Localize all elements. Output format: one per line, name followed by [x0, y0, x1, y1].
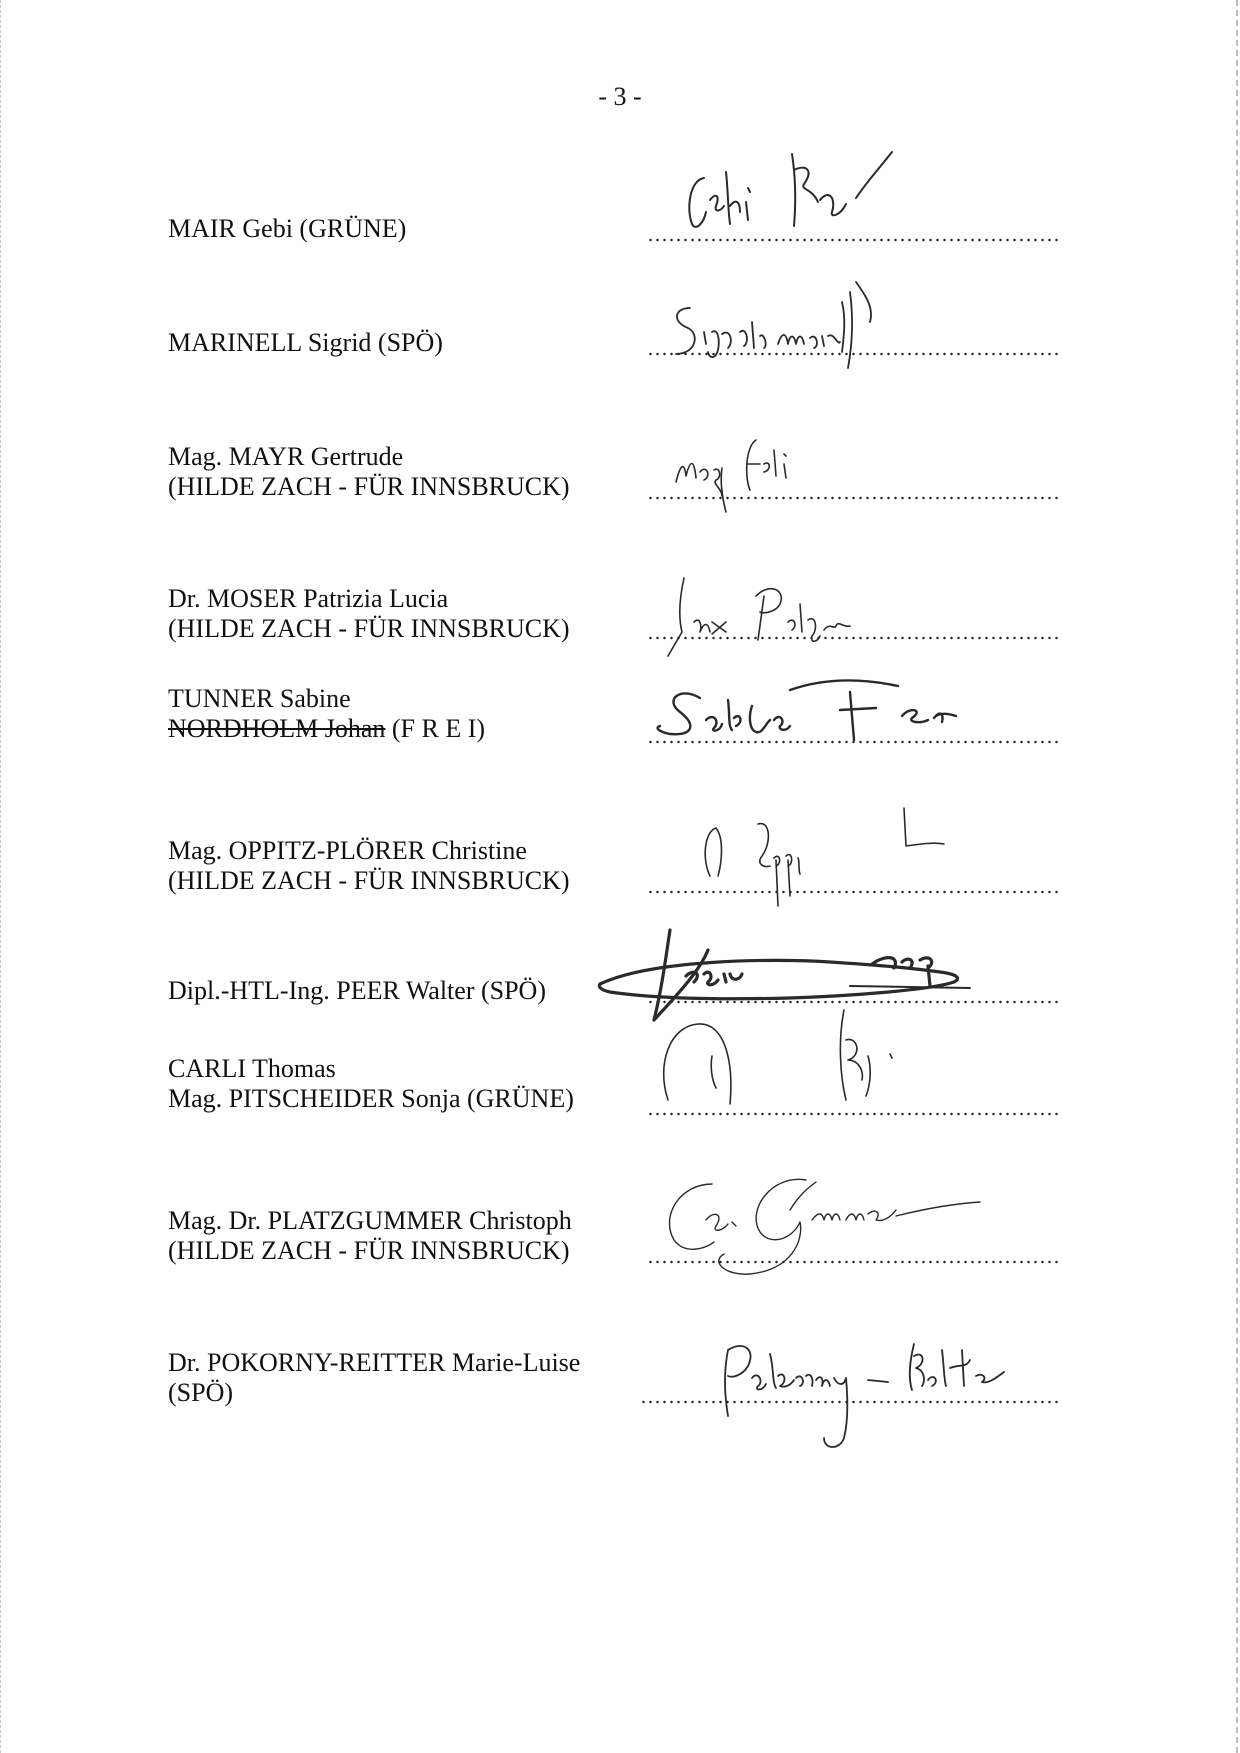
- signatory-party: (HILDE ZACH - FÜR INNSBRUCK): [168, 472, 570, 501]
- signatory-label: [168, 1206, 648, 1266]
- handwritten-signature: [700, 1320, 1100, 1460]
- handwritten-signature: [650, 1000, 950, 1130]
- signatory-name: Dipl.-HTL-Ing. PEER Walter (SPÖ): [168, 976, 546, 1005]
- signatory-party: (HILDE ZACH - FÜR INNSBRUCK): [168, 1236, 570, 1265]
- signatory-name-secondary: Mag. PITSCHEIDER Sonja (GRÜNE): [168, 1084, 574, 1113]
- signatory-party: (HILDE ZACH - FÜR INNSBRUCK): [168, 614, 570, 643]
- handwritten-signature: [650, 1150, 1050, 1290]
- signatory-name: MARINELL Sigrid (SPÖ): [168, 328, 443, 357]
- handwritten-signature: [690, 790, 970, 930]
- signatory-party: (F R E I): [391, 714, 486, 743]
- signatory-name: TUNNER Sabine: [168, 684, 351, 713]
- signatory-replaced-line: [168, 714, 648, 744]
- page-number: - 3 -: [598, 82, 642, 111]
- signatory-name: Dr. POKORNY-REITTER Marie-Luise: [168, 1348, 581, 1377]
- signatory-label: [168, 976, 648, 1006]
- signatory-label: [168, 214, 648, 244]
- signatory-name: Mag. Dr. PLATZGUMMER Christoph: [168, 1206, 572, 1235]
- signatory-label: [168, 1054, 648, 1114]
- struck-name: NORDHOLM Johan: [168, 714, 386, 743]
- scan-edge-right: [1236, 0, 1240, 1753]
- signatory-name: Mag. OPPITZ-PLÖRER Christine: [168, 836, 527, 865]
- handwritten-signature: [680, 140, 980, 240]
- signatory-name: MAIR Gebi (GRÜNE): [168, 214, 407, 243]
- signatory-label: [168, 328, 648, 358]
- handwritten-signature: [660, 420, 880, 520]
- handwritten-signature: [660, 262, 980, 372]
- handwritten-signature: [640, 670, 1020, 760]
- signatory-label: [168, 684, 648, 744]
- signatory-party: (HILDE ZACH - FÜR INNSBRUCK): [168, 866, 570, 895]
- handwritten-signature: [660, 560, 920, 670]
- signatory-label: [168, 584, 648, 644]
- signatory-name: Dr. MOSER Patrizia Lucia: [168, 584, 449, 613]
- signatory-label: [168, 836, 648, 896]
- signatory-label: [168, 1348, 648, 1408]
- signatory-label: [168, 442, 648, 502]
- signatory-party: (SPÖ): [168, 1378, 234, 1407]
- scan-edge-left: [0, 0, 4, 1753]
- signatory-name: CARLI Thomas: [168, 1054, 336, 1083]
- signatory-name: Mag. MAYR Gertrude: [168, 442, 404, 471]
